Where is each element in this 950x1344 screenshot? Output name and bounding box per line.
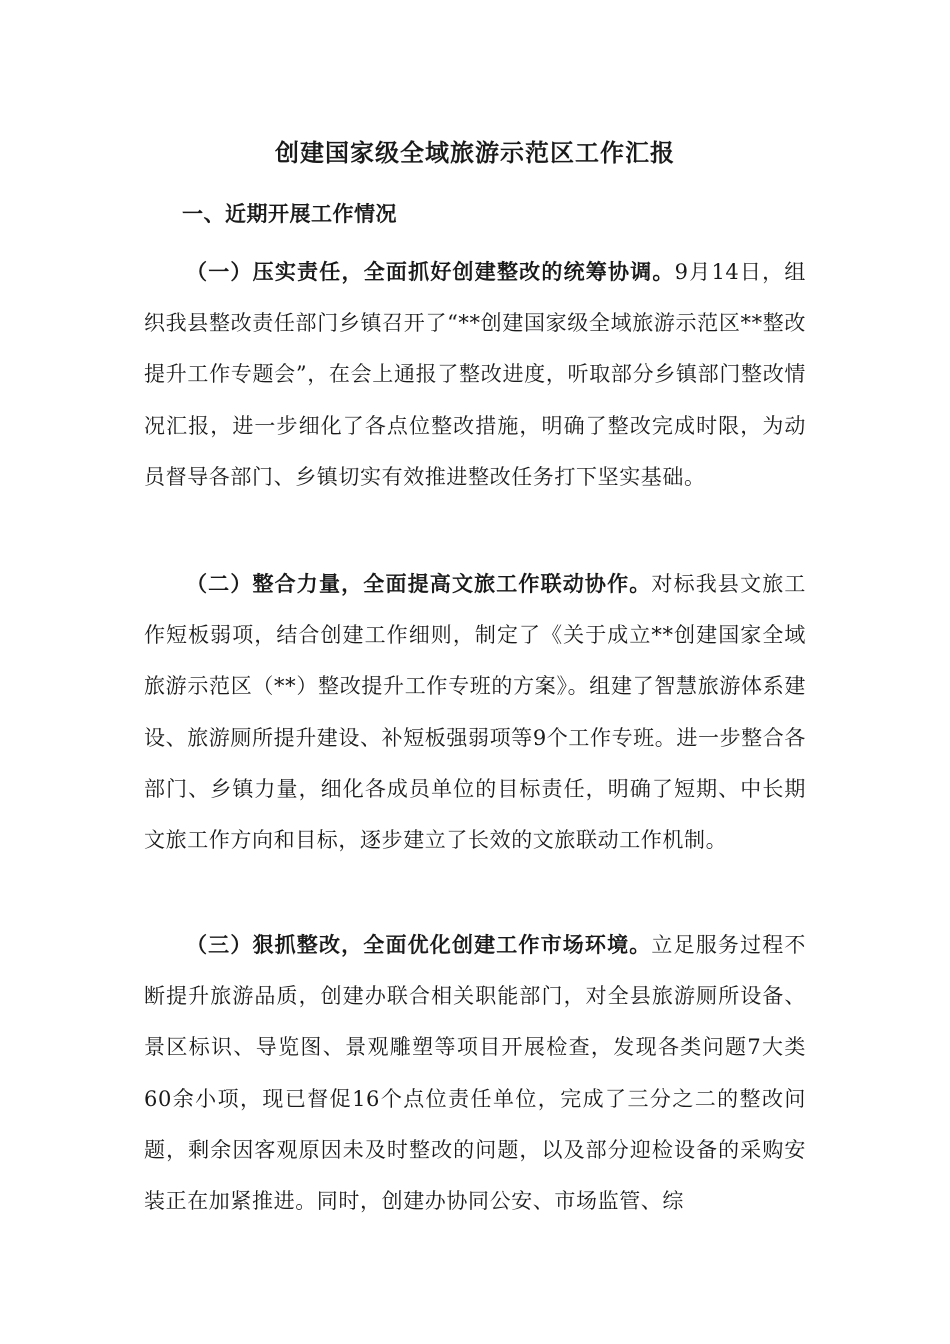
document-title: 创建国家级全域旅游示范区工作汇报 [275,138,675,167]
paragraph-1 [144,246,806,503]
paragraph-3 [144,919,806,1227]
paragraph-1-lead: （一）压实责任，全面抓好创建整改的统筹协调。 [186,259,675,284]
paragraph-3-lead: （三）狠抓整改，全面优化创建工作市场环境。 [186,932,652,957]
paragraph-2-body: 对标我县文旅工作短板弱项，结合创建工作细则，制定了《关于成立**创建国家全域旅游示范区（**）整改提升工作专班的方案》。组建了智慧旅游体系建设、旅游厕所提升建设、补短板强弱项等9个工作专班。进一步整合各部门、乡镇力量，细化各成员单位的目标责任，明确了短期、中长期文旅工作方向和目标，逐步建立了长效的文旅联动工作机制。 [144,572,806,853]
paragraph-1-body: 9月14日，组织我县整改责任部门乡镇召开了“**创建国家级全域旅游示范区**整改提升工作专题会”，在会上通报了整改进度，听取部分乡镇部门整改情况汇报，进一步细化了各点位整改措施，明确了整改完成时限，为动员督导各部门、乡镇切实有效推进整改任务打下坚实基础。 [144,260,806,489]
paragraph-3-body: 立足服务过程不断提升旅游品质，创建办联合相关职能部门，对全县旅游厕所设备、景区标识、导览图、景观雕塑等项目开展检查，发现各类问题7大类60余小项，现已督促16个点位责任单位，完成了三分之二的整改问题，剩余因客观原因未及时整改的问题，以及部分迎检设备的采购安装正在加紧推进。同时，创建办协同公安、市场监管、综 [144,933,806,1214]
paragraph-2-lead: （二）整合力量，全面提高文旅工作联动协作。 [186,571,652,596]
section-heading: 一、近期开展工作情况 [182,201,397,226]
paragraph-2 [144,558,806,866]
